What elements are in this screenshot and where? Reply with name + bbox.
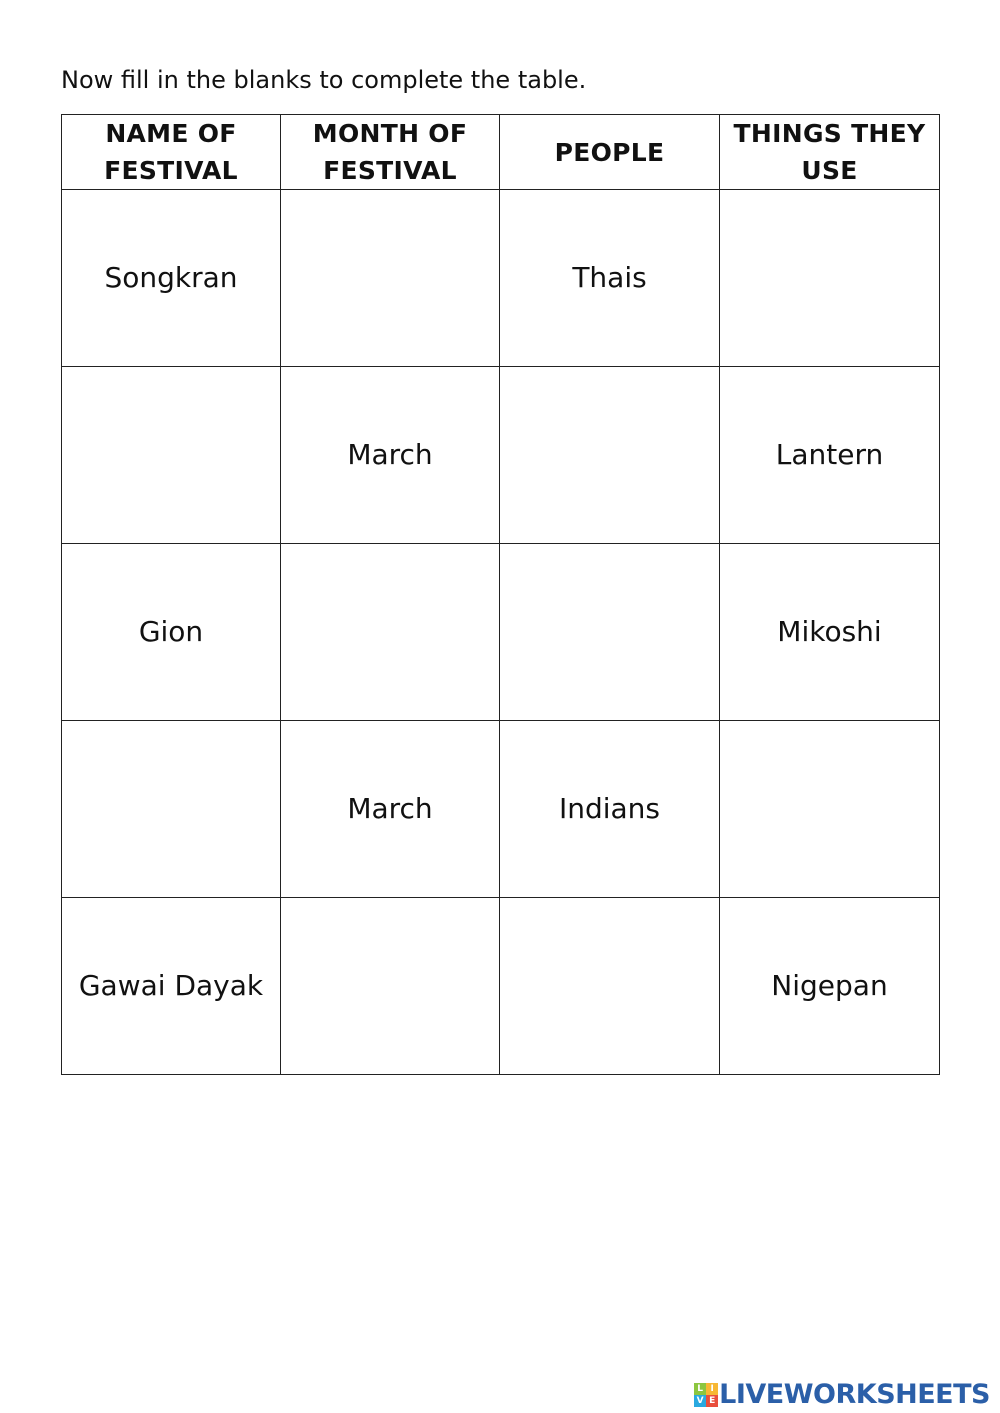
header-month-line-2: FESTIVAL [323, 156, 457, 185]
table-row [62, 721, 940, 898]
liveworksheets-watermark [694, 1381, 990, 1409]
cell-festival-name: Gawai Dayak [62, 898, 281, 1075]
cell-festival-name[interactable] [62, 721, 281, 898]
cell-things-used: Nigepan [720, 898, 940, 1075]
logo-letter: V [694, 1395, 706, 1407]
cell-festival-name: Songkran [62, 190, 281, 367]
header-name-line-1: NAME OF [105, 119, 237, 148]
cell-things-used[interactable] [720, 721, 940, 898]
cell-things-used: Lantern [720, 367, 940, 544]
header-month-line-1: MONTH OF [312, 119, 468, 148]
instruction-text: Now fill in the blanks to complete the table. [61, 66, 587, 94]
header-people-line-1: PEOPLE [554, 137, 665, 167]
cell-people[interactable] [500, 898, 720, 1075]
cell-festival-month[interactable] [281, 190, 500, 367]
logo-letter: E [706, 1395, 718, 1407]
cell-people: Thais [500, 190, 720, 367]
cell-things-used: Mikoshi [720, 544, 940, 721]
cell-festival-month[interactable] [281, 898, 500, 1075]
header-things-they-use [720, 115, 940, 190]
header-month-of-festival [281, 115, 500, 190]
cell-festival-month[interactable] [281, 544, 500, 721]
header-things-line-1: THINGS THEY [733, 119, 926, 148]
header-row [62, 115, 940, 190]
logo-letter: I [706, 1383, 718, 1395]
liveworksheets-logo-icon [694, 1383, 718, 1407]
festival-table [61, 114, 940, 1075]
table-row [62, 544, 940, 721]
liveworksheets-wordmark: LIVEWORKSHEETS [719, 1379, 990, 1410]
cell-people: Indians [500, 721, 720, 898]
cell-festival-name: Gion [62, 544, 281, 721]
header-name-line-2: FESTIVAL [104, 156, 238, 185]
cell-festival-month: March [281, 367, 500, 544]
cell-things-used[interactable] [720, 190, 940, 367]
cell-festival-name[interactable] [62, 367, 281, 544]
table-row [62, 898, 940, 1075]
header-people [500, 115, 720, 190]
logo-letter: L [694, 1383, 706, 1395]
cell-people[interactable] [500, 544, 720, 721]
header-things-line-2: USE [801, 156, 858, 185]
cell-festival-month: March [281, 721, 500, 898]
header-name-of-festival [62, 115, 281, 190]
table-row [62, 190, 940, 367]
table-row [62, 367, 940, 544]
cell-people[interactable] [500, 367, 720, 544]
